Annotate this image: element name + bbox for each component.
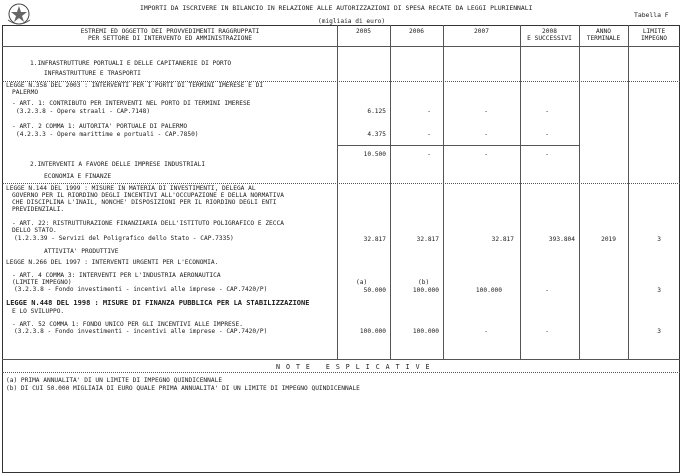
column-header-limite-impegno: LIMITE IMPEGNO [640,28,668,42]
article-line: - ART. 4 COMMA 3: INTERVENTI PER L'INDUSTRIA AERONAUTICA [12,272,221,279]
cell-2005: 4.375 [367,131,386,138]
article-line: - ART. 22: RISTRUTTURAZIONE FINANZIARIA DELL'ISTITUTO POLIGRAFICO E ZECCA [12,220,284,227]
article-line: (3.2.3.8 - Fondo investimenti - incentivi alle imprese - CAP.7420/P) [14,286,268,293]
republic-emblem-icon [6,2,32,26]
article-line: - ART. 2 COMMA 1: AUTORITA' PORTUALE DI PALERMO [12,123,188,130]
subtotal-line [337,145,580,146]
cell-2006: 100.000 [412,328,439,335]
ministry-heading: ATTIVITA' PRODUTTIVE [44,248,119,255]
article-line: (3.2.3.8 - Fondo investimenti - incentivi alle imprese - CAP.7420/P) [14,328,268,335]
law-heading: GOVERNO PER IL RIORDINO DEGLI INCENTIVI ALL'OCCUPAZIONE E DELLA NORMATIVA [12,192,284,199]
law-heading: LEGGE N.448 DEL 1998 : MISURE DI FINANZA PUBBLICA PER LA STABILIZZAZIONE [6,299,310,307]
note-a: (a) PRIMA ANNUALITA' DI UN LIMITE DI IMPEGNO QUINDICENNALE [6,377,223,384]
note-ref-a: (a) [356,279,368,286]
subtotal-2005: 10.500 [363,151,386,158]
cell-2005: 50.000 [363,287,386,294]
cell-2008: - [545,287,549,294]
ministry-heading: INFRASTRUTTURE E TRASPORTI [44,70,141,77]
note-ref-b: (b) [418,279,430,286]
col-divider [390,25,391,359]
cell-2005: 100.000 [359,328,386,335]
article-line: (LIMITE IMPEGNO) [12,279,72,286]
note-b: (b) DI CUI 50.000 MIGLIAIA DI EURO QUALE PRIMA ANNUALITA' DI UN LIMITE DI IMPEGNO QUINDICENNALE [6,385,360,392]
col-divider [337,25,338,359]
notes-divider [2,359,680,360]
notes-title: NOTE ESPLICATIVE [276,363,436,371]
article-line: (3.2.3.8 - Opere straali - CAP.7148) [16,108,151,115]
article-line: - ART. 1: CONTRIBUTO PER INTERVENTI NEL PORTO DI TERMINI IMERESE [12,100,251,107]
column-header-anno-terminale: ANNO TERMINALE [586,28,621,42]
article-line: - ART. 52 COMMA 1: FONDO UNICO PER GLI INCENTIVI ALLE IMPRESE. [12,321,243,328]
col-divider [579,25,580,359]
cell-2008: - [545,108,549,115]
cell-limite-impegno: 3 [657,236,661,243]
law-heading: LEGGE N.358 DEL 2003 : INTERVENTI PER I PORTI DI TERMINI IMERESE E DI [6,82,264,89]
cell-2006: 100.000 [412,287,439,294]
subtotal-2008: - [545,151,549,158]
cell-2006: - [427,108,431,115]
col-divider [443,25,444,359]
document-title: IMPORTI DA ISCRIVERE IN BILANCIO IN RELAZIONE ALLE AUTORIZZAZIONI DI SPESA RECATE DA LEGGI PLURIENNALI [140,4,533,12]
subtotal-2007: - [484,151,488,158]
law-heading: PALERMO [12,89,39,96]
unit-label: (migliaia di euro) [318,18,386,25]
cell-2007: - [484,328,488,335]
cell-limite-impegno: 3 [657,287,661,294]
cell-2008: 393.804 [548,236,575,243]
cell-2008: - [545,328,549,335]
column-header-2007: 2007 [474,28,489,35]
row-divider [2,183,680,184]
ministry-heading: ECONOMIA E FINANZE [44,173,112,180]
article-line: (1.2.3.39 - Servizi del Poligrafico dello Stato - CAP.7335) [14,235,234,242]
law-heading: CHE DISCIPLINA L'INAIL, NONCHE' DISPOSIZIONI PER IL RIORDINO DEGLI ENTI [12,199,277,206]
law-heading: E LO SVILUPPO. [12,308,65,315]
column-header-2006: 2006 [409,28,424,35]
cell-limite-impegno: 3 [657,328,661,335]
cell-2008: - [545,131,549,138]
column-header-description: ESTREMI ED OGGETTO DEI PROVVEDIMENTI RAGGRUPPATI PER SETTORE DI INTERVENTO ED AMMINISTRAZIONE [80,28,260,42]
law-heading: PREVIDENZIALI. [12,206,65,213]
column-header-2005: 2005 [356,28,371,35]
cell-2006: - [427,131,431,138]
notes-divider [2,372,680,373]
section-heading: 2.INTERVENTI A FAVORE DELLE IMPRESE INDUSTRIALI [30,161,206,168]
cell-2005: 6.125 [367,108,386,115]
cell-2007: 100.000 [475,287,502,294]
article-line: DELLO STATO. [12,227,57,234]
cell-2007: - [484,108,488,115]
cell-anno-terminale: 2019 [601,236,616,243]
col-divider [628,25,629,359]
law-heading: LEGGE N.266 DEL 1997 : INTERVENTI URGENTI PER L'ECONOMIA. [6,259,219,266]
law-heading: LEGGE N.144 DEL 1999 : MISURE IN MATERIA DI INVESTIMENTI, DELEGA AL [6,185,256,192]
article-line: (4.2.3.3 - Opere marittime e portuali - CAP.7850) [16,131,199,138]
column-header-2008: 2008 E SUCCESSIVI [527,28,572,42]
cell-2005: 32.817 [363,236,386,243]
table-label: Tabella F [634,11,669,19]
cell-2006: 32.817 [416,236,439,243]
section-heading: 1.INFRASTRUTTURE PORTUALI E DELLE CAPITANERIE DI PORTO [30,60,232,67]
subtotal-2006: - [427,151,431,158]
col-divider [520,25,521,359]
cell-2007: - [484,131,488,138]
cell-2007: 32.817 [491,236,514,243]
